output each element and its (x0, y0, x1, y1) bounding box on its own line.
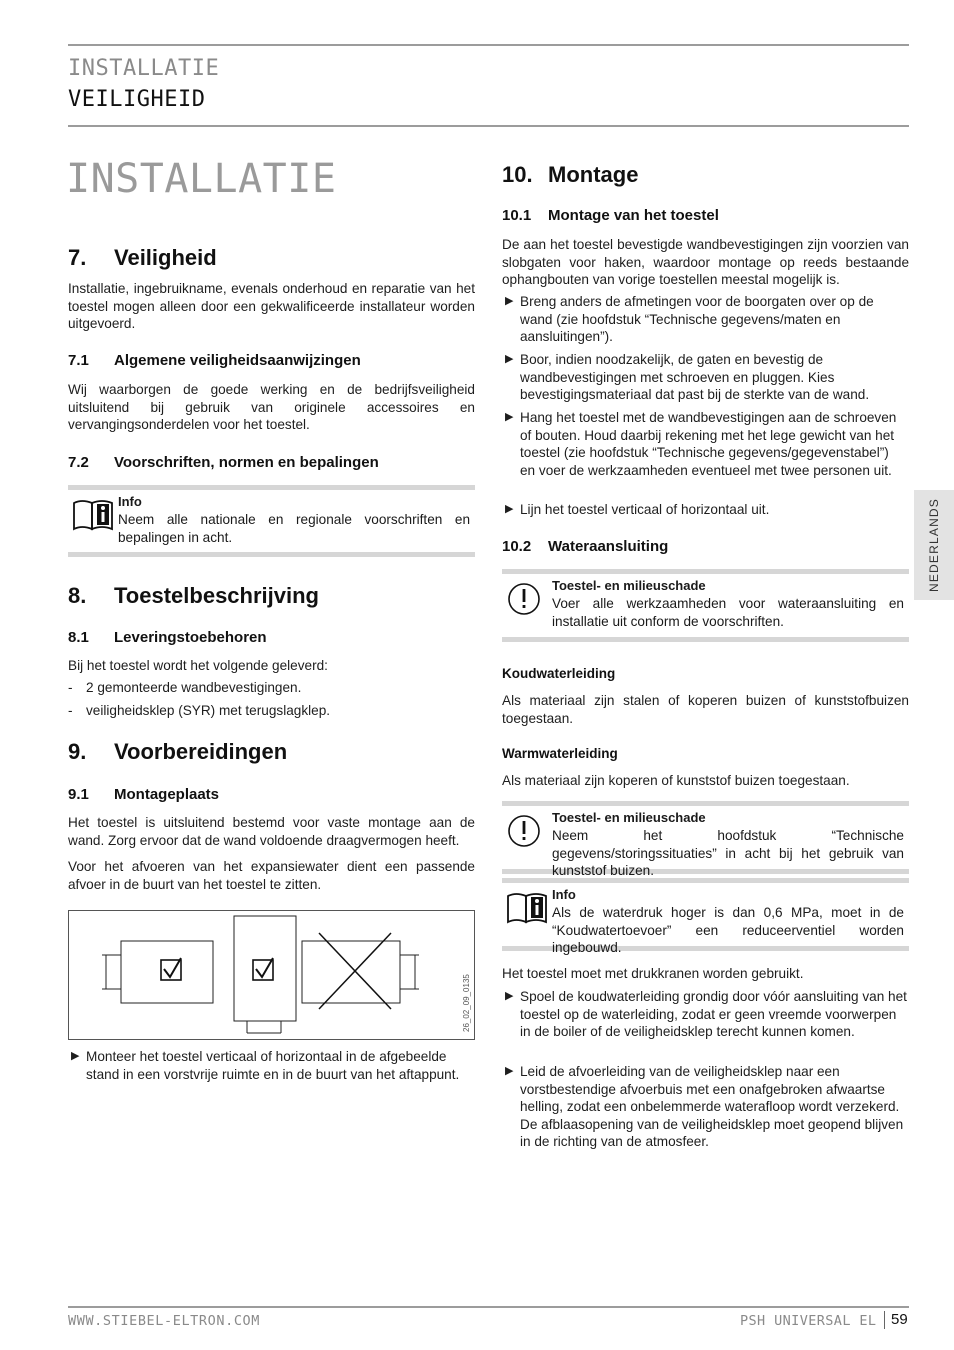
section-7-2-heading: 7.2 Voorschriften, normen en bepalingen (68, 454, 379, 471)
pressure-taps-text: Het toestel moet met drukkranen worden gebruikt. (502, 966, 804, 981)
list-item: - 2 gemonteerde wandbevestigingen. (68, 680, 302, 695)
list-item: - veiligheidsklep (SYR) met terugslagklep. (68, 703, 331, 718)
list-item: ▶ Breng anders de afmetingen voor de boorgaten over op de wand (zie hoofdstuk “Technische gegevens/maten en aansluitingen”). (505, 294, 874, 345)
footer-separator (884, 1311, 885, 1329)
list-item: ▶ Leid de afvoerleiding van de veiligheidsklep naar een vorstbestendige afvoerbuis met een onafgebroken afwaartse helling, zodat een onbelemmerde waterafloop wordt verzekerd. De afblaasopening van de veiligheidsklep moet geopend blijven in de richting van de atmosfeer. (505, 1064, 904, 1150)
section-9-1-p2: Voor het afvoeren van het expansiewater dient een passende afvoer in de buurt van het toestel te zitten. (68, 859, 475, 892)
info-text: Neem alle nationale en regionale voorschriften en bepalingen in acht. (118, 512, 470, 545)
bullet-arrow-icon: ▶ (71, 1050, 80, 1062)
page-number: 59 (891, 1311, 908, 1328)
language-tab-label: NEDERLANDS (927, 497, 941, 593)
section-10-1-heading: 10.1 Montage van het toestel (502, 207, 719, 224)
warning-exclamation-icon (506, 581, 542, 622)
bullet-arrow-icon: ▶ (505, 353, 514, 365)
section-7-text: Installatie, ingebruikname, evenals onderhoud en reparatie van het toestel mogen alleen door een gekwalificeerde installateur worden uitgevoerd. (68, 281, 475, 332)
section-8-heading: 8. Toestelbeschrijving (68, 583, 319, 608)
cold-water-text: Als materiaal zijn stalen of koperen buizen of kunststofbuizen toegestaan. (502, 693, 909, 726)
info-book-icon (72, 497, 114, 536)
list-item: ▶ Boor, indien noodzakelijk, de gaten en bevestig de wandbevestigingen met schroeven en pluggen. Kies bevestigingsmateriaal dat past bij de sterkte van de wand. (505, 352, 870, 403)
footer-rule (68, 1306, 909, 1308)
header-rule (68, 125, 909, 127)
mounting-positions-figure (68, 910, 475, 1040)
section-8-1-heading: 8.1 Leveringstoebehoren (68, 629, 267, 646)
cold-water-heading: Koudwaterleiding (502, 666, 616, 681)
info-book-icon (506, 890, 548, 929)
info-title: Info (118, 494, 142, 509)
warning-title: Toestel- en milieuschade (552, 578, 706, 593)
page-title: INSTALLATIE (66, 156, 337, 202)
list-item: ▶ Spoel de koudwaterleiding grondig door vóór aansluiting van het toestel op de waterleiding, zodat er geen vreemde voorwerpen in de boiler of de veiligheidsklep terecht kunnen komen. (505, 989, 907, 1040)
section-9-heading: 9. Voorbereidingen (68, 739, 288, 764)
mounting-bullet: ▶ Monteer het toestel verticaal of horizontaal in de afgebeelde stand in een vorstvrije ruimte en in de buurt van het aftappunt. (71, 1049, 460, 1082)
header-section: INSTALLATIE (68, 56, 220, 81)
footer-product: PSH UNIVERSAL EL (740, 1313, 877, 1329)
section-7-1-heading: 7.1 Algemene veiligheidsaanwijzingen (68, 352, 361, 369)
bullet-arrow-icon: ▶ (505, 503, 514, 515)
warning-box-plastic-pipes (502, 801, 909, 879)
section-8-1-intro: Bij het toestel wordt het volgende geleverd: (68, 658, 328, 673)
section-9-1-heading: 9.1 Montageplaats (68, 786, 220, 803)
warning-text: Neem het hoofdstuk “Technische gegevens/storingssituaties” in acht bij het gebruik van kunststof buizen. (552, 828, 904, 879)
info-title: Info (552, 887, 576, 902)
bullet-arrow-icon: ▶ (505, 295, 514, 307)
bullet-arrow-icon: ▶ (505, 1065, 514, 1077)
bullet-arrow-icon: ▶ (505, 411, 514, 423)
list-item: ▶ Lijn het toestel verticaal of horizontaal uit. (505, 502, 770, 517)
warning-text: Voer alle werkzaamheden voor wateraansluiting en installatie uit conform de voorschriften. (552, 596, 904, 629)
mounting-positions-drawing (69, 911, 474, 1039)
section-10-heading: 10. Montage (502, 162, 639, 187)
info-box-pressure (502, 878, 909, 956)
figure-code: 26_02_09_0135 (462, 974, 471, 1032)
section-9-1-p1: Het toestel is uitsluitend bestemd voor vaste montage aan de wand. Zorg ervoor dat de wand voldoende draagvermogen heeft. (68, 815, 475, 848)
warm-water-heading: Warmwaterleiding (502, 746, 618, 761)
list-item: ▶ Hang het toestel met de wandbevestigingen aan de schroeven of bouten. Houd daarbij rekening met het lege gewicht van het toestel (zie hoofdstuk “Technische gegevens/gegevenstabel”) en voer de werkzaamheden eventueel met twee personen uit. (505, 410, 897, 478)
top-rule (68, 44, 909, 46)
warm-water-text: Als materiaal zijn koperen of kunststof buizen toegestaan. (502, 773, 850, 788)
info-text: Als de waterdruk hoger is dan 0,6 MPa, moet in de “Koudwatertoevoer” een reduceerventiel worden ingebouwd. (552, 905, 904, 956)
section-10-2-heading: 10.2 Wateraansluiting (502, 538, 669, 555)
section-10-1-text: De aan het toestel bevestigde wandbevestigingen zijn voorzien van slobgaten voor haken, waardoor montage op reeds bestaande ophangbouten van vorige toestellen meestal mogelijk is. (502, 237, 909, 288)
section-7-heading: 7. Veiligheid (68, 245, 217, 270)
warning-box-installation (502, 569, 909, 642)
language-tab (914, 490, 954, 600)
warning-exclamation-icon (506, 813, 542, 854)
footer-url: WWW.STIEBEL-ELTRON.COM (68, 1313, 261, 1329)
info-box-regulations (68, 485, 475, 557)
header-subsection: VEILIGHEID (68, 87, 206, 112)
warning-title: Toestel- en milieuschade (552, 810, 706, 825)
bullet-arrow-icon: ▶ (505, 990, 514, 1002)
section-7-1-text: Wij waarborgen de goede werking en de bedrijfsveiligheid uitsluitend bij gebruik van originele accessoires en vervangingsonderdelen voor het toestel. (68, 382, 475, 433)
